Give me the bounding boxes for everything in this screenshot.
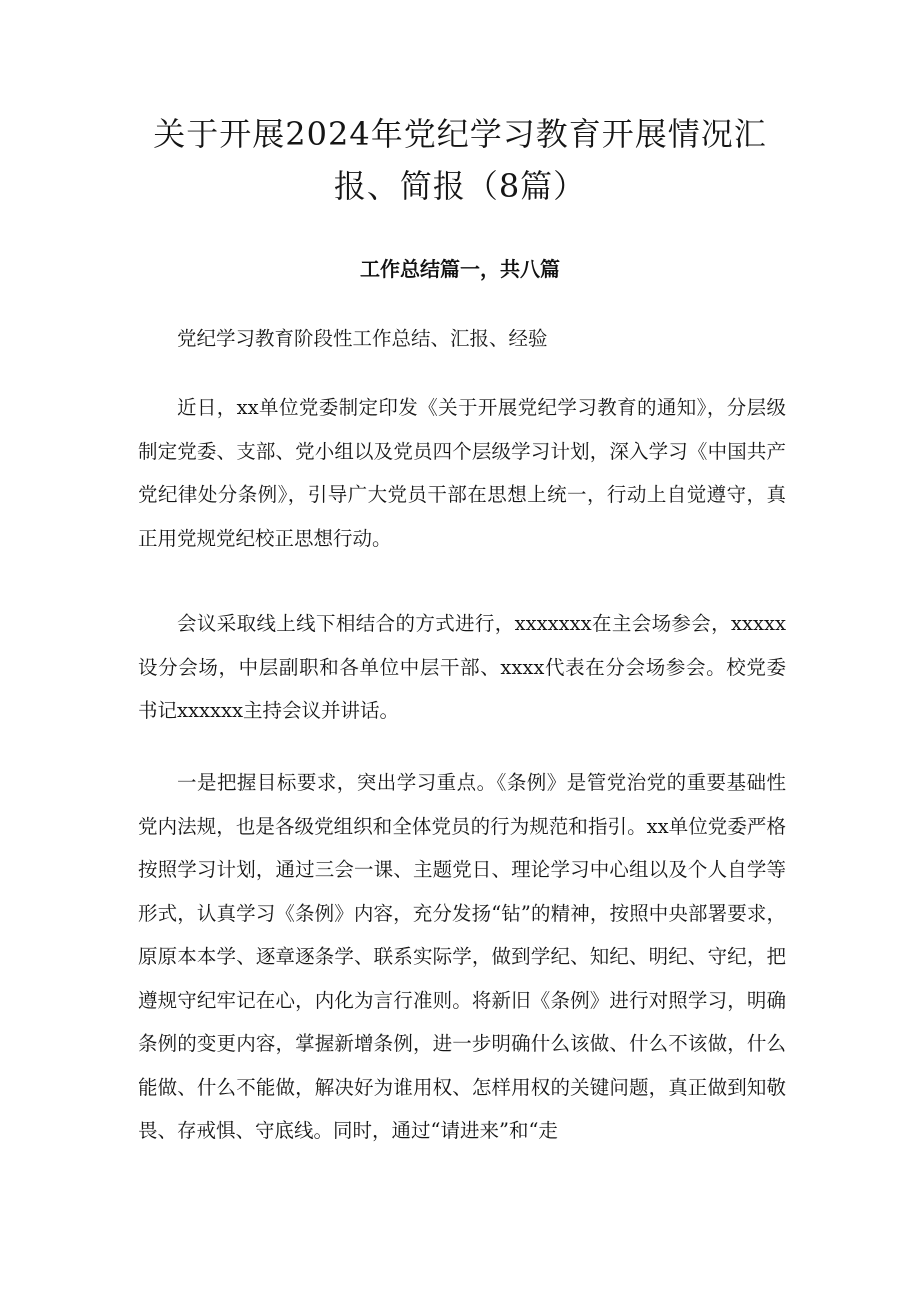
- paragraph-3: 一是把握目标要求，突出学习重点。《条例》是管党治党的重要基础性党内法规，也是各级党组织和全体党员的行为规范和指引。xx单位党委严格按照学习计划，通过三会一课、主题党日、理论学习中心组以及个人自学等形式，认真学习《条例》内容，充分发扬“钻”的精神，按照中央部署要求，原原本本学、逐章逐条学、联系实际学，做到学纪、知纪、明纪、守纪，把遵规守纪牢记在心，内化为言行准则。将新旧《条例》进行对照学习，明确条例的变更内容，掌握新增条例，进一步明确什么该做、什么不该做，什么能做、什么不能做，解决好为谁用权、怎样用权的关键问题，真正做到知敬畏、存戒惧、守底线。同时，通过“请进来”和“走: [138, 771, 786, 1142]
- paragraph-2: 会议采取线上线下相结合的方式进行，xxxxxxx在主会场参会，xxxxx设分会场，中层副职和各单位中层干部、xxxx代表在分会场参会。校党委书记xxxxxx主持会议并讲话。: [138, 612, 786, 722]
- title-line-2: 报、简报（8篇）: [333, 167, 587, 205]
- document-title: [120, 108, 800, 212]
- title-line-1: 关于开展2024年党纪学习教育开展情况汇: [153, 115, 767, 153]
- paragraph-1: 近日，xx单位党委制定印发《关于开展党纪学习教育的通知》，分层级制定党委、支部、党小组以及党员四个层级学习计划，深入学习《中国共产党纪律处分条例》，引导广大党员干部在思想上统一，行动上自觉遵守，真正用党规党纪校正思想行动。: [138, 396, 786, 550]
- section-heading: 党纪学习教育阶段性工作总结、汇报、经验: [177, 327, 548, 350]
- document-subtitle: 工作总结篇一，共八篇: [360, 257, 560, 281]
